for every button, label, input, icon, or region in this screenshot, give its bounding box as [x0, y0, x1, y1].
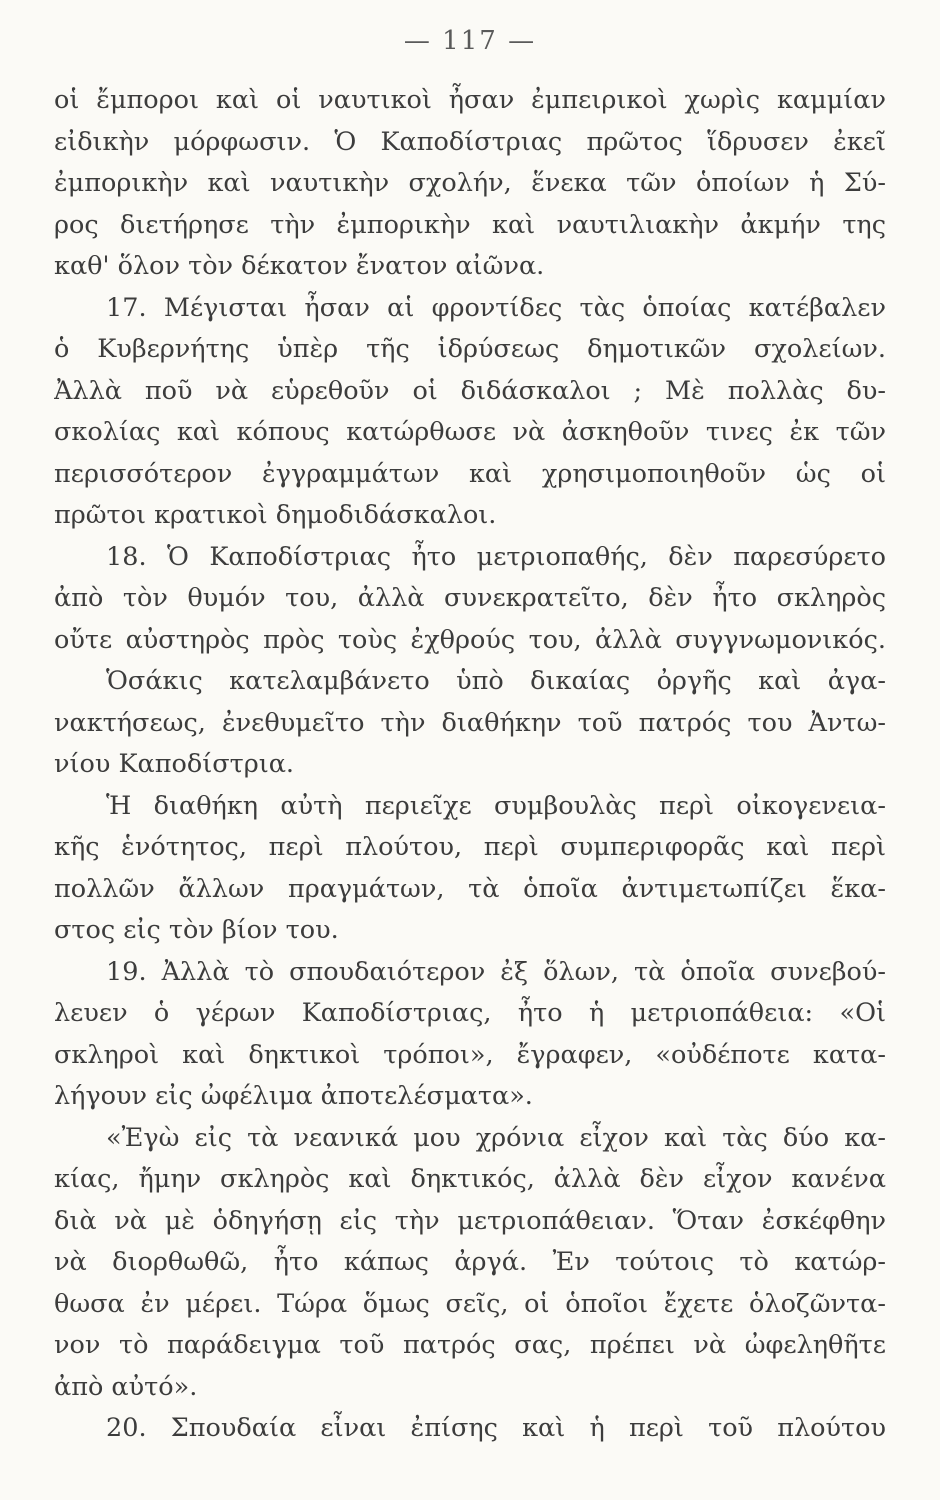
text-line: θωσα ἐν μέρει. Τώρα ὅμως σεῖς, οἱ ὁποῖοι ἔχετε ὁλοζῶντα-: [54, 1288, 886, 1319]
text-line: οὔτε αὐστηρὸς πρὸς τοὺς ἐχθρούς του, ἀλλὰ συγγνωμονικός.: [54, 624, 886, 655]
page-number: — 117 —: [403, 26, 537, 56]
text-line: πολλῶν ἄλλων πραγμάτων, τὰ ὁποῖα ἀντιμετωπίζει ἕκα-: [54, 873, 886, 904]
text-line: Ἀλλὰ ποῦ νὰ εὑρεθοῦν οἱ διδάσκαλοι ; Μὲ πολλὰς δυ-: [54, 375, 886, 406]
text-line: 17. Μέγισται ἦσαν αἱ φροντίδες τὰς ὁποίας κατέβαλεν: [106, 292, 886, 323]
text-line: σκληροὶ καὶ δηκτικοὶ τρόποι», ἔγραφεν, «οὐδέποτε κατα-: [54, 1039, 886, 1070]
body-text: [54, 80, 886, 1450]
text-line: ἀπὸ τὸν θυμόν του, ἀλλὰ συνεκρατεῖτο, δὲν ἦτο σκληρὸς: [54, 583, 886, 613]
text-line: στος εἰς τὸν βίον του.: [54, 915, 339, 945]
text-line: νακτήσεως, ἐνεθυμεῖτο τὴν διαθήκην τοῦ πατρός του Ἀντω-: [54, 707, 886, 738]
text-line: 18. Ὁ Καποδίστριας ἦτο μετριοπαθής, δὲν παρεσύρετο: [106, 541, 886, 572]
text-line: «Ἐγὼ εἰς τὰ νεανικά μου χρόνια εἶχον καὶ τὰς δύο κα-: [106, 1122, 886, 1153]
text-line: εἰδικὴν μόρφωσιν. Ὁ Καποδίστριας πρῶτος ἵδρυσεν ἐκεῖ: [54, 126, 886, 157]
text-line: νίου Καποδίστρια.: [54, 749, 295, 779]
text-line: οἱ ἔμποροι καὶ οἱ ναυτικοὶ ἦσαν ἐμπειρικοὶ χωρὶς καμμίαν: [54, 85, 886, 115]
text-line: 20. Σπουδαία εἶναι ἐπίσης καὶ ἡ περὶ τοῦ πλούτου: [106, 1413, 886, 1443]
text-line: ὁ Κυβερνήτης ὑπὲρ τῆς ἱδρύσεως δημοτικῶν σχολείων.: [54, 334, 886, 364]
text-line: Ἡ διαθήκη αὐτὴ περιεῖχε συμβουλὰς περὶ οἰκογενεια-: [106, 790, 886, 821]
text-line: νον τὸ παράδειγμα τοῦ πατρός σας, πρέπει νὰ ὠφεληθῆτε: [54, 1330, 886, 1360]
text-line: κίας, ἤμην σκληρὸς καὶ δηκτικός, ἀλλὰ δὲν εἶχον κανένα: [54, 1164, 886, 1194]
text-line: ἀπὸ αὐτό».: [54, 1371, 198, 1402]
text-line: λευεν ὁ γέρων Καποδίστριας, ἦτο ἡ μετριοπάθεια: «Οἱ: [54, 998, 886, 1028]
text-line: Ὁσάκις κατελαμβάνετο ὑπὸ δικαίας ὀργῆς καὶ ἀγα-: [106, 666, 886, 696]
text-line: καθ' ὅλον τὸν δέκατον ἔνατον αἰῶνα.: [54, 251, 545, 281]
text-line: διὰ νὰ μὲ ὁδηγήσῃ εἰς τὴν μετριοπάθειαν. Ὅταν ἐσκέφθην: [54, 1205, 886, 1236]
text-line: ρος διετήρησε τὴν ἐμπορικὴν καὶ ναυτιλιακὴν ἀκμήν της: [54, 209, 886, 240]
text-line: νὰ διορθωθῶ, ἦτο κάπως ἀργά. Ἐν τούτοις τὸ κατώρ-: [54, 1247, 886, 1277]
text-line: πρῶτοι κρατικοὶ δημοδιδάσκαλοι.: [54, 500, 497, 530]
text-line: κῆς ἑνότητος, περὶ πλούτου, περὶ συμπεριφορᾶς καὶ περὶ: [54, 832, 886, 862]
text-line: λήγουν εἰς ὠφέλιμα ἀποτελέσματα».: [54, 1081, 533, 1111]
text-line: 19. Ἀλλὰ τὸ σπουδαιότερον ἐξ ὅλων, τὰ ὁποῖα συνεβού-: [106, 956, 886, 987]
text-line: ἐμπορικὴν καὶ ναυτικὴν σχολήν, ἕνεκα τῶν ὁποίων ἡ Σύ-: [54, 168, 886, 198]
text-line: σκολίας καὶ κόπους κατώρθωσε νὰ ἀσκηθοῦν τινες ἐκ τῶν: [54, 417, 886, 447]
text-line: περισσότερον ἐγγραμμάτων καὶ χρησιμοποιηθοῦν ὡς οἱ: [54, 458, 886, 489]
